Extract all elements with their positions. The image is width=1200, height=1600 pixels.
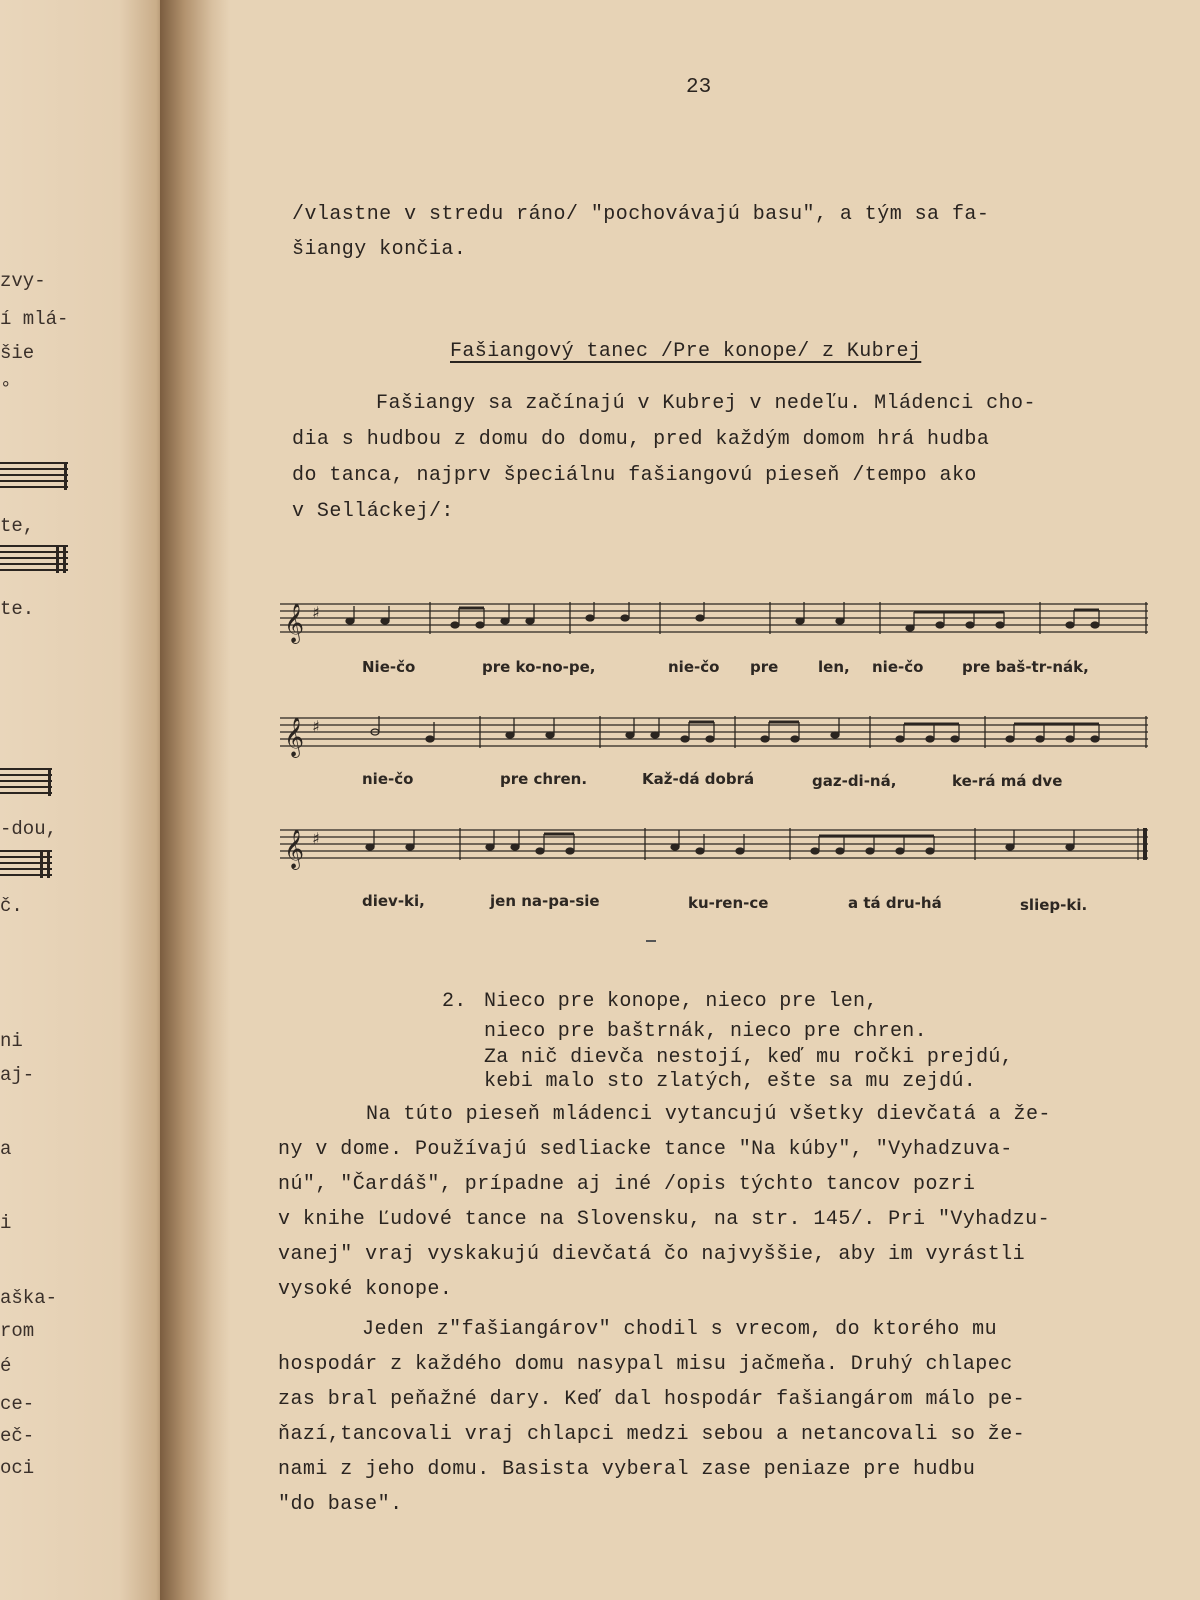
key-signature-sharp-icon: ♯ bbox=[312, 603, 320, 622]
lyric-syllable: sliep-ki. bbox=[1020, 896, 1088, 914]
body-text-line: vanej" vraj vyskakujú dievčatá čo najvyššie, aby im vyrástli bbox=[278, 1243, 1026, 1266]
lyric-syllable: nie-čo bbox=[872, 658, 924, 676]
body-text-line: šiangy končia. bbox=[292, 238, 467, 261]
verse-line: nieco pre baštrnák, nieco pre chren. bbox=[484, 1020, 927, 1043]
lyric-syllable: a tá dru-há bbox=[848, 894, 942, 912]
left-page-fragment: č. bbox=[0, 895, 23, 917]
lyric-syllable: pre bbox=[750, 658, 779, 676]
body-text-line: nú", "Čardáš", prípadne aj iné /opis týchto tancov pozri bbox=[278, 1173, 976, 1196]
left-facing-page bbox=[0, 0, 170, 1600]
lyric-syllable: pre baš-tr-nák, bbox=[962, 658, 1089, 676]
verse-line: kebi malo sto zlatých, ešte sa mu zejdú. bbox=[484, 1070, 977, 1093]
left-page-fragment: a bbox=[0, 1138, 12, 1160]
lyric-syllable: Kaž-dá dobrá bbox=[642, 770, 755, 788]
left-page-fragment: ce- bbox=[0, 1393, 35, 1415]
key-signature-sharp-icon: ♯ bbox=[312, 829, 320, 848]
verse-line: Za nič dievča nestojí, keď mu ročki prejdú, bbox=[484, 1046, 1013, 1069]
lyric-syllable: diev-ki, bbox=[362, 892, 425, 910]
page-number: 23 bbox=[686, 76, 712, 99]
lyric-syllable: len, bbox=[818, 658, 850, 676]
left-page-staff-fragment bbox=[0, 462, 68, 490]
left-page-staff-fragment bbox=[0, 545, 68, 573]
body-text-line: ňazí,tancovali vraj chlapci medzi sebou a netancovali so že- bbox=[278, 1423, 1026, 1446]
body-text-line: Fašiangy sa začínajú v Kubrej v nedeľu. Mládenci cho- bbox=[376, 392, 1036, 415]
staff-lines bbox=[280, 604, 1148, 632]
lyric-syllable: ku-ren-ce bbox=[688, 894, 769, 912]
left-page-fragment: eč- bbox=[0, 1425, 35, 1447]
small-dash-mark bbox=[646, 940, 656, 942]
body-text-line: zas bral peňažné dary. Keď dal hospodár fašiangárom málo pe- bbox=[278, 1388, 1026, 1411]
treble-clef-icon: 𝄞 bbox=[284, 603, 305, 643]
left-page-fragment: te, bbox=[0, 515, 35, 537]
body-text-line: Na túto pieseň mládenci vytancujú všetky dievčatá a že- bbox=[366, 1103, 1051, 1126]
key-signature-sharp-icon: ♯ bbox=[312, 717, 320, 736]
body-text-line: /vlastne v stredu ráno/ "pochovávajú basu", a tým sa fa- bbox=[292, 203, 990, 226]
lyric-syllable: nie-čo bbox=[362, 770, 414, 788]
left-page-fragment: šie bbox=[0, 342, 35, 364]
left-page-fragment: i bbox=[0, 1212, 12, 1234]
left-page-fragment: te. bbox=[0, 598, 35, 620]
left-page-fragment: zvy- bbox=[0, 270, 46, 292]
verse-number: 2. bbox=[442, 990, 467, 1013]
treble-clef-icon: 𝄞 bbox=[284, 717, 305, 757]
music-staff-row-3 bbox=[280, 824, 1148, 870]
left-page-fragment: -dou, bbox=[0, 818, 58, 840]
body-text-line: do tanca, najprv špeciálnu fašiangovú pieseň /tempo ako bbox=[292, 464, 977, 487]
body-text-line: dia s hudbou z domu do domu, pred každým domom hrá hudba bbox=[292, 428, 990, 451]
left-page-fragment: rom bbox=[0, 1320, 35, 1342]
left-page-staff-fragment bbox=[0, 850, 52, 878]
lyric-syllable: pre chren. bbox=[500, 770, 588, 788]
left-page-fragment: aj- bbox=[0, 1064, 35, 1086]
body-text-line: hospodár z každého domu nasypal misu jačmeňa. Druhý chlapec bbox=[278, 1353, 1013, 1376]
left-page-staff-fragment bbox=[0, 768, 52, 796]
verse-line: Nieco pre konope, nieco pre len, bbox=[484, 990, 878, 1013]
book-gutter-shadow bbox=[160, 0, 230, 1600]
lyric-syllable: jen na-pa-sie bbox=[490, 892, 600, 910]
left-page-fragment: ni bbox=[0, 1030, 23, 1052]
body-text-line: Jeden z"fašiangárov" chodil s vrecom, do ktorého mu bbox=[362, 1318, 998, 1341]
left-page-fragment: aška- bbox=[0, 1287, 58, 1309]
left-page-fragment: í mlá- bbox=[0, 308, 69, 330]
treble-clef-icon: 𝄞 bbox=[284, 829, 305, 869]
left-page-fragment: ° bbox=[0, 378, 12, 400]
lyric-syllable: gaz-di-ná, bbox=[812, 772, 897, 790]
body-text-line: v knihe Ľudové tance na Slovensku, na str. 145/. Pri "Vyhadzu- bbox=[278, 1208, 1051, 1231]
body-text-line: ny v dome. Používajú sedliacke tance "Na kúby", "Vyhadzuva- bbox=[278, 1138, 1013, 1161]
body-text-line: nami z jeho domu. Basista vyberal zase peniaze pre hudbu bbox=[278, 1458, 976, 1481]
lyric-syllable: nie-čo bbox=[668, 658, 720, 676]
section-heading: Fašiangový tanec /Pre konope/ z Kubrej bbox=[450, 340, 922, 363]
left-page-fragment: oci bbox=[0, 1457, 35, 1479]
music-staff-row-2 bbox=[280, 712, 1148, 758]
lyric-syllable: ke-rá má dve bbox=[952, 772, 1063, 790]
body-text-line: v Selláckej/: bbox=[292, 500, 454, 523]
lyric-syllable: Nie-čo bbox=[362, 658, 416, 676]
body-text-line: vysoké konope. bbox=[278, 1278, 453, 1301]
lyric-syllable: pre ko-no-pe, bbox=[482, 658, 596, 676]
music-staff-row-1 bbox=[280, 598, 1148, 644]
body-text-line: "do base". bbox=[278, 1493, 403, 1516]
left-page-fragment: é bbox=[0, 1355, 12, 1377]
